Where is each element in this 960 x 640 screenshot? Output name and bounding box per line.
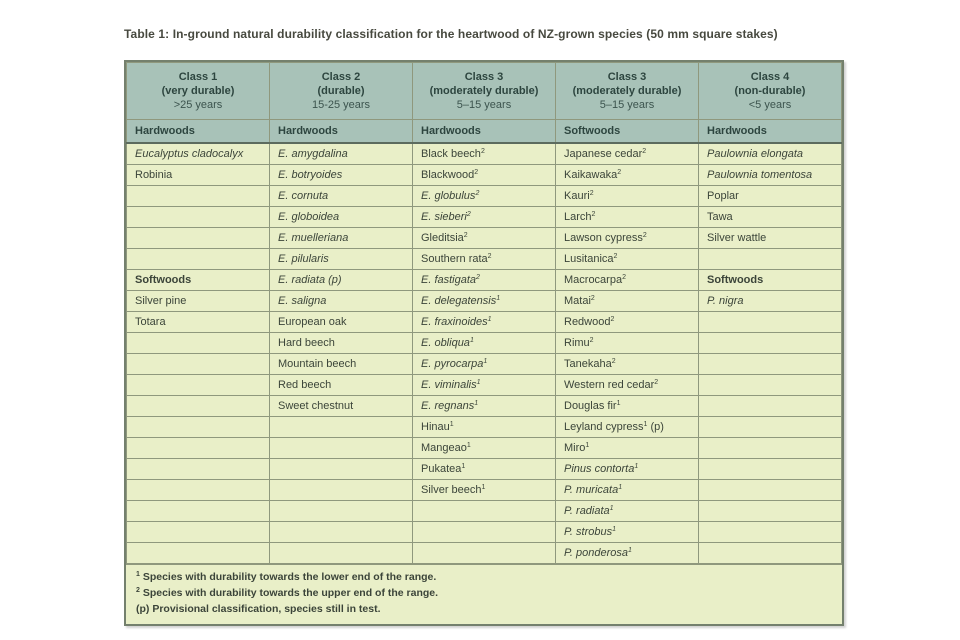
- species-cell: [270, 396, 413, 417]
- footnote-marker: 2: [611, 358, 616, 365]
- footnote-marker: 1: [496, 295, 501, 302]
- species-name: Larch$^2$: [564, 211, 596, 223]
- group-header-2: Hardwoods: [270, 120, 413, 144]
- table-row: [127, 333, 842, 354]
- footnote-marker: 1: [449, 421, 454, 428]
- footnote-marker: 1: [483, 358, 488, 365]
- table-row: [127, 354, 842, 375]
- footnote-marker: 1: [634, 463, 639, 470]
- footnote-marker: 1: [628, 547, 632, 554]
- species-cell: [270, 333, 413, 354]
- species-cell: [699, 291, 842, 312]
- table-header: [127, 63, 842, 144]
- species-name: P. strobus$^1$: [564, 526, 617, 538]
- species-cell: [270, 207, 413, 228]
- species-cell: [270, 270, 413, 291]
- group-header-row: [127, 120, 842, 144]
- footnote-marker: 2: [590, 295, 595, 302]
- species-cell: [270, 480, 413, 501]
- species-cell: [270, 501, 413, 522]
- species-name: E. pyrocarpa$^1$: [421, 358, 488, 370]
- species-cell: [270, 459, 413, 480]
- header-line: 5–15 years: [599, 99, 655, 112]
- header-line: >25 years: [173, 99, 223, 112]
- header-line: (moderately durable): [429, 84, 539, 97]
- species-cell: [413, 354, 556, 375]
- species-cell: [556, 375, 699, 396]
- species-name: E. amygdalina: [278, 148, 348, 160]
- species-cell: [413, 165, 556, 186]
- group-header-5: Hardwoods: [699, 120, 842, 144]
- footnote-marker: 2: [487, 253, 492, 260]
- species-cell: [413, 270, 556, 291]
- table-row: [127, 459, 842, 480]
- species-cell: [270, 375, 413, 396]
- footnote-marker: 2: [654, 379, 659, 386]
- species-cell: [413, 501, 556, 522]
- header-line: Class 3: [464, 70, 504, 83]
- table-row: [127, 501, 842, 522]
- footnote-marker: 2: [466, 211, 471, 218]
- header-line: <5 years: [748, 99, 792, 112]
- footnote-marker: 1: [461, 463, 466, 470]
- table-row: [127, 207, 842, 228]
- species-cell: [699, 459, 842, 480]
- species-cell: [413, 228, 556, 249]
- footnote-marker: 2: [589, 190, 594, 197]
- species-cell: [413, 417, 556, 438]
- group-header-1: Hardwoods: [127, 120, 270, 144]
- species-cell: [699, 165, 842, 186]
- table-row: [127, 396, 842, 417]
- species-cell: [699, 249, 842, 270]
- species-name: Sweet chestnut: [278, 400, 354, 412]
- species-name: E. obliqua$^1$: [421, 337, 474, 349]
- group-header-4: Softwoods: [556, 120, 699, 144]
- species-cell: [127, 207, 270, 228]
- species-cell: [127, 354, 270, 375]
- table-row: [127, 228, 842, 249]
- species-name: Blackwood$^2$: [421, 169, 479, 181]
- footnote-marker: 2: [622, 274, 626, 281]
- footnote-marker: 1: [476, 379, 481, 386]
- header-line: 5–15 years: [456, 99, 512, 112]
- footnote-marker: 2: [476, 274, 480, 281]
- species-cell: [556, 186, 699, 207]
- species-cell: [699, 480, 842, 501]
- table-row: [127, 143, 842, 165]
- species-name: Lusitanica$^2$: [564, 253, 618, 265]
- footnote-marker: 2: [610, 316, 615, 323]
- species-cell: [127, 165, 270, 186]
- species-cell: [270, 143, 413, 165]
- header-line: (non-durable): [734, 84, 806, 97]
- table-title: Table 1: In-ground natural durability classification for the heartwood of NZ-grown species (50 mm square stakes): [124, 27, 778, 41]
- species-name: P. nigra: [707, 295, 744, 307]
- footnote-marker: 1: [487, 316, 492, 323]
- species-name: Eucalyptus cladocalyx: [135, 148, 244, 160]
- species-name: Tanekaha$^2$: [564, 358, 616, 370]
- species-name: Japanese cedar$^2$: [564, 148, 647, 160]
- table-row: [127, 480, 842, 501]
- species-cell: [270, 186, 413, 207]
- table-row: [127, 543, 842, 564]
- footnote-marker: 1: [474, 400, 479, 407]
- durability-table: [126, 62, 842, 564]
- species-name: E. cornuta: [278, 190, 329, 202]
- species-cell: [556, 480, 699, 501]
- species-name: Hinau$^1$: [421, 421, 454, 433]
- footnote-marker: 2: [475, 190, 480, 197]
- species-cell: [556, 249, 699, 270]
- species-name: E. botryoides: [278, 169, 343, 181]
- species-name: Leyland cypress$^1$ (p): [564, 421, 664, 433]
- species-cell: [556, 312, 699, 333]
- species-cell: [127, 459, 270, 480]
- species-cell: [556, 333, 699, 354]
- species-cell: [127, 249, 270, 270]
- species-cell: [556, 543, 699, 564]
- species-cell: [413, 143, 556, 165]
- species-cell: [699, 143, 842, 165]
- species-name: E. sieberi$^2$: [421, 211, 471, 223]
- table-row: [127, 438, 842, 459]
- species-cell: [127, 480, 270, 501]
- table-body: [127, 143, 842, 564]
- species-name: Rimu$^2$: [564, 337, 594, 349]
- species-name: Miro$^1$: [564, 442, 590, 454]
- species-cell: [270, 438, 413, 459]
- footnote-marker: 1: [643, 421, 648, 428]
- species-name: Silver pine: [135, 295, 187, 307]
- footnote-marker: 1: [469, 337, 474, 344]
- species-cell: [556, 165, 699, 186]
- species-name: Softwoods: [707, 274, 764, 286]
- species-name: Pinus contorta$^1$: [564, 463, 639, 475]
- header-line: Class 3: [607, 70, 647, 83]
- species-cell: [413, 333, 556, 354]
- table-row: [127, 375, 842, 396]
- species-cell: [270, 417, 413, 438]
- species-name: Douglas fir$^1$: [564, 400, 621, 412]
- species-cell: [270, 228, 413, 249]
- species-cell: [556, 228, 699, 249]
- species-name: Tawa: [707, 211, 733, 223]
- species-name: Macrocarpa$^2$: [564, 274, 626, 286]
- footnote-marker: 1: [481, 484, 486, 491]
- species-cell: [270, 522, 413, 543]
- species-cell: [413, 459, 556, 480]
- footnote-marker: 2: [642, 232, 647, 239]
- species-cell: [413, 291, 556, 312]
- footnote-marker: 2: [642, 148, 647, 155]
- species-cell: [699, 396, 842, 417]
- species-cell: [556, 143, 699, 165]
- table-row: [127, 522, 842, 543]
- species-name: Pukatea$^1$: [421, 463, 466, 475]
- species-name: Robinia: [135, 169, 173, 181]
- species-name: Silver beech$^1$: [421, 484, 486, 496]
- species-cell: [127, 438, 270, 459]
- species-cell: [699, 543, 842, 564]
- species-cell: [127, 143, 270, 165]
- footnote-marker: 2: [589, 337, 594, 344]
- footnote-marker: 1: [585, 442, 590, 449]
- column-header-class-1: [127, 63, 270, 120]
- header-line: Class 1: [178, 70, 218, 83]
- species-cell: [556, 438, 699, 459]
- durability-table-container: [124, 60, 844, 626]
- table-row: [127, 165, 842, 186]
- footnote: (p) Provisional classification, species still in test.: [136, 602, 381, 615]
- species-name: Paulownia elongata: [707, 148, 804, 160]
- footnotes: [126, 564, 842, 624]
- species-name: P. ponderosa$^1$: [564, 547, 632, 559]
- species-name: E. pilularis: [278, 253, 329, 265]
- species-name: Western red cedar$^2$: [564, 379, 659, 391]
- species-cell: [127, 543, 270, 564]
- table-row: [127, 417, 842, 438]
- species-cell: [556, 291, 699, 312]
- species-name: Poplar: [707, 190, 739, 202]
- species-cell: [556, 522, 699, 543]
- table-row: [127, 249, 842, 270]
- species-cell: [127, 522, 270, 543]
- species-name: E. viminalis$^1$: [421, 379, 481, 391]
- species-cell: [413, 312, 556, 333]
- species-cell: [127, 312, 270, 333]
- species-name: E. fraxinoides$^1$: [421, 316, 492, 328]
- species-cell: [413, 396, 556, 417]
- species-name: E. globoidea: [278, 211, 340, 223]
- species-name: E. fastigata$^2$: [421, 274, 480, 286]
- group-header-3: Hardwoods: [413, 120, 556, 144]
- species-name: Lawson cypress$^2$: [564, 232, 647, 244]
- species-name: P. muricata$^1$: [564, 484, 623, 496]
- footnote-marker: 1: [136, 571, 140, 578]
- species-cell: [556, 270, 699, 291]
- footnote-marker: 1: [466, 442, 471, 449]
- species-cell: [127, 291, 270, 312]
- footnote-marker: 2: [480, 148, 485, 155]
- species-cell: [699, 270, 842, 291]
- species-cell: [270, 354, 413, 375]
- footnote-marker: 2: [474, 169, 479, 176]
- species-name: Softwoods: [135, 274, 192, 286]
- species-name: Hard beech: [278, 337, 335, 349]
- footnote-marker: 2: [591, 211, 596, 218]
- species-name: Kauri$^2$: [564, 190, 594, 202]
- table-row: [127, 186, 842, 207]
- footnote-marker: 2: [617, 169, 622, 176]
- species-name: Mountain beech: [278, 358, 357, 370]
- class-header-row: [127, 63, 842, 120]
- species-cell: [699, 186, 842, 207]
- table-row: [127, 291, 842, 312]
- species-cell: [699, 522, 842, 543]
- species-cell: [556, 207, 699, 228]
- table-row: [127, 312, 842, 333]
- species-name: P. radiata$^1$: [564, 505, 614, 517]
- species-name: Gleditsia$^2$: [421, 232, 468, 244]
- species-cell: [127, 417, 270, 438]
- header-line: 15-25 years: [311, 99, 371, 112]
- species-cell: [556, 501, 699, 522]
- column-header-class-3: [413, 63, 556, 120]
- species-cell: [699, 312, 842, 333]
- species-cell: [127, 396, 270, 417]
- species-name: Matai$^2$: [564, 295, 595, 307]
- species-name: Mangeao$^1$: [421, 442, 471, 454]
- footnote-marker: 1: [612, 526, 617, 533]
- species-cell: [270, 249, 413, 270]
- species-name: European oak: [278, 316, 347, 328]
- footnote-marker: 1: [618, 484, 623, 491]
- footnote-marker: 1: [616, 400, 621, 407]
- species-cell: [413, 543, 556, 564]
- species-cell: [270, 312, 413, 333]
- species-cell: [699, 438, 842, 459]
- species-cell: [413, 480, 556, 501]
- species-name: E. globulus$^2$: [421, 190, 480, 202]
- species-cell: [127, 333, 270, 354]
- column-header-class-2: [270, 63, 413, 120]
- header-line: Class 4: [750, 70, 790, 83]
- species-cell: [556, 417, 699, 438]
- species-cell: [127, 186, 270, 207]
- species-name: Silver wattle: [707, 232, 767, 244]
- species-cell: [699, 417, 842, 438]
- species-cell: [556, 459, 699, 480]
- species-name: Redwood$^2$: [564, 316, 615, 328]
- species-cell: [413, 375, 556, 396]
- column-header-class-5: [699, 63, 842, 120]
- species-cell: [413, 522, 556, 543]
- header-line: (durable): [317, 84, 365, 97]
- species-cell: [127, 228, 270, 249]
- species-cell: [270, 291, 413, 312]
- footnote-marker: 2: [613, 253, 618, 260]
- species-cell: [556, 396, 699, 417]
- species-cell: [699, 333, 842, 354]
- species-name: E. delegatensis$^1$: [421, 295, 501, 307]
- species-cell: [699, 375, 842, 396]
- species-cell: [413, 249, 556, 270]
- header-line: Class 2: [321, 70, 361, 83]
- species-cell: [413, 438, 556, 459]
- species-name: E. saligna: [278, 295, 327, 307]
- species-cell: [699, 354, 842, 375]
- footnote-marker: 1: [609, 505, 614, 512]
- footnote-marker: 2: [463, 232, 468, 239]
- species-cell: [127, 270, 270, 291]
- species-cell: [270, 543, 413, 564]
- header-line: (moderately durable): [572, 84, 682, 97]
- species-name: Totara: [135, 316, 166, 328]
- footnote: $^1$ Species with durability towards the lower end of the range.: [136, 571, 437, 583]
- species-cell: [699, 501, 842, 522]
- species-cell: [270, 165, 413, 186]
- species-cell: [556, 354, 699, 375]
- table-row: [127, 270, 842, 291]
- species-name: Red beech: [278, 379, 332, 391]
- species-name: E. regnans$^1$: [421, 400, 479, 412]
- species-name: Black beech$^2$: [421, 148, 485, 160]
- species-name: Southern rata$^2$: [421, 253, 492, 265]
- species-cell: [127, 501, 270, 522]
- species-cell: [699, 228, 842, 249]
- column-header-class-4: [556, 63, 699, 120]
- species-cell: [699, 207, 842, 228]
- header-line: (very durable): [161, 84, 235, 97]
- species-name: Kaikawaka$^2$: [564, 169, 622, 181]
- footnote-marker: 2: [136, 586, 140, 594]
- species-name: E. muelleriana: [278, 232, 349, 244]
- species-cell: [413, 207, 556, 228]
- species-name: E. radiata (p): [278, 274, 342, 286]
- species-name: Paulownia tomentosa: [707, 169, 813, 181]
- footnote: $^2$ Species with durability towards the upper end of the range.: [136, 586, 439, 599]
- species-cell: [127, 375, 270, 396]
- species-cell: [413, 186, 556, 207]
